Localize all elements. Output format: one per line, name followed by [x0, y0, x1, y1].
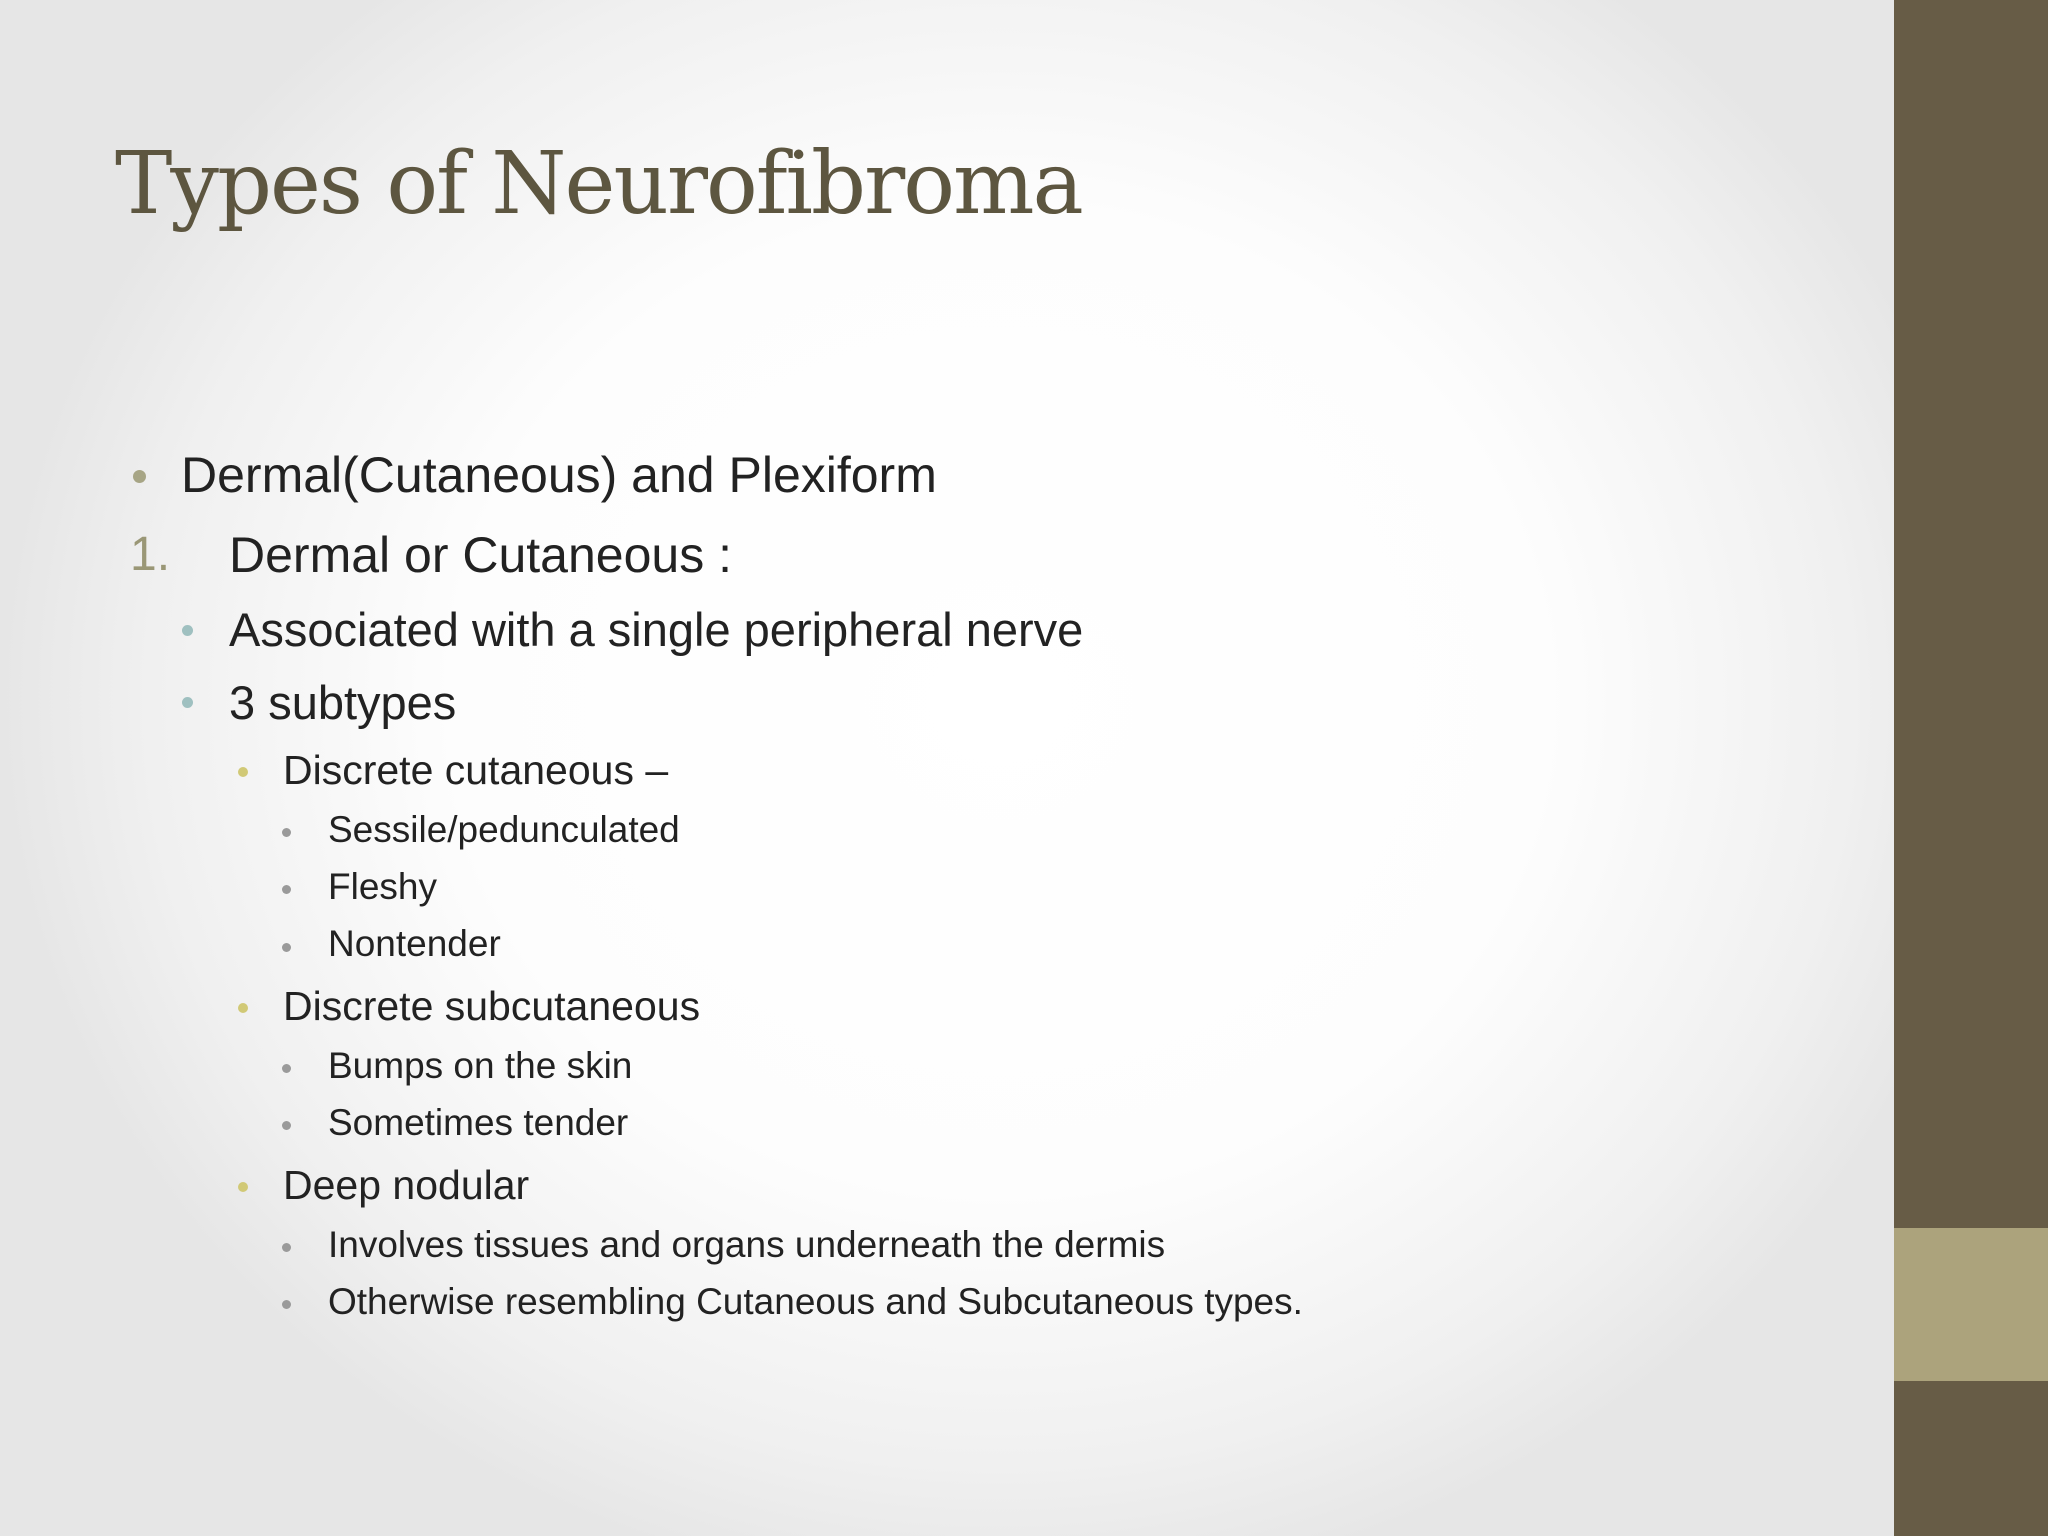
bullet-dot-icon [182, 697, 193, 708]
bullet-text: Associated with a single peripheral nerve [229, 603, 1084, 656]
bullet-text: Discrete cutaneous – [283, 747, 669, 793]
slide-title: Types of Neurofibroma [115, 134, 1082, 234]
bullet-dot-icon [238, 767, 248, 777]
bullet-dot-icon [238, 1003, 248, 1013]
bullet-dot-icon [282, 1121, 291, 1130]
bullet-dot-icon [282, 1243, 291, 1252]
bullet-text: Sessile/pedunculated [328, 809, 680, 850]
bullet-dot-icon [282, 1300, 291, 1309]
bullet-text: Nontender [328, 923, 501, 964]
bullet-dot-icon [182, 625, 193, 636]
bullet-dot-icon [282, 885, 291, 894]
bullet-text: Dermal(Cutaneous) and Plexiform [181, 447, 937, 503]
bullet-dot-icon [282, 943, 291, 952]
bullet-dot-icon [133, 470, 146, 483]
bullet-dot-icon [282, 828, 291, 837]
bullet-text: Fleshy [328, 866, 437, 907]
numbered-item-text: Dermal or Cutaneous : [229, 527, 733, 583]
bullet-text: Sometimes tender [328, 1102, 629, 1143]
bullet-dot-icon [238, 1182, 248, 1192]
list-number: 1. [130, 528, 171, 581]
bullet-text: Discrete subcutaneous [283, 983, 701, 1029]
bullet-text: 3 subtypes [229, 676, 457, 729]
bullet-text: Involves tissues and organs underneath the dermis [328, 1224, 1166, 1265]
bullet-dot-icon [282, 1064, 291, 1073]
bullet-text: Bumps on the skin [328, 1045, 633, 1086]
bullet-text: Otherwise resembling Cutaneous and Subcutaneous types. [328, 1281, 1303, 1322]
decorative-side-accent [1894, 1228, 2048, 1381]
bullet-text: Deep nodular [283, 1162, 530, 1208]
